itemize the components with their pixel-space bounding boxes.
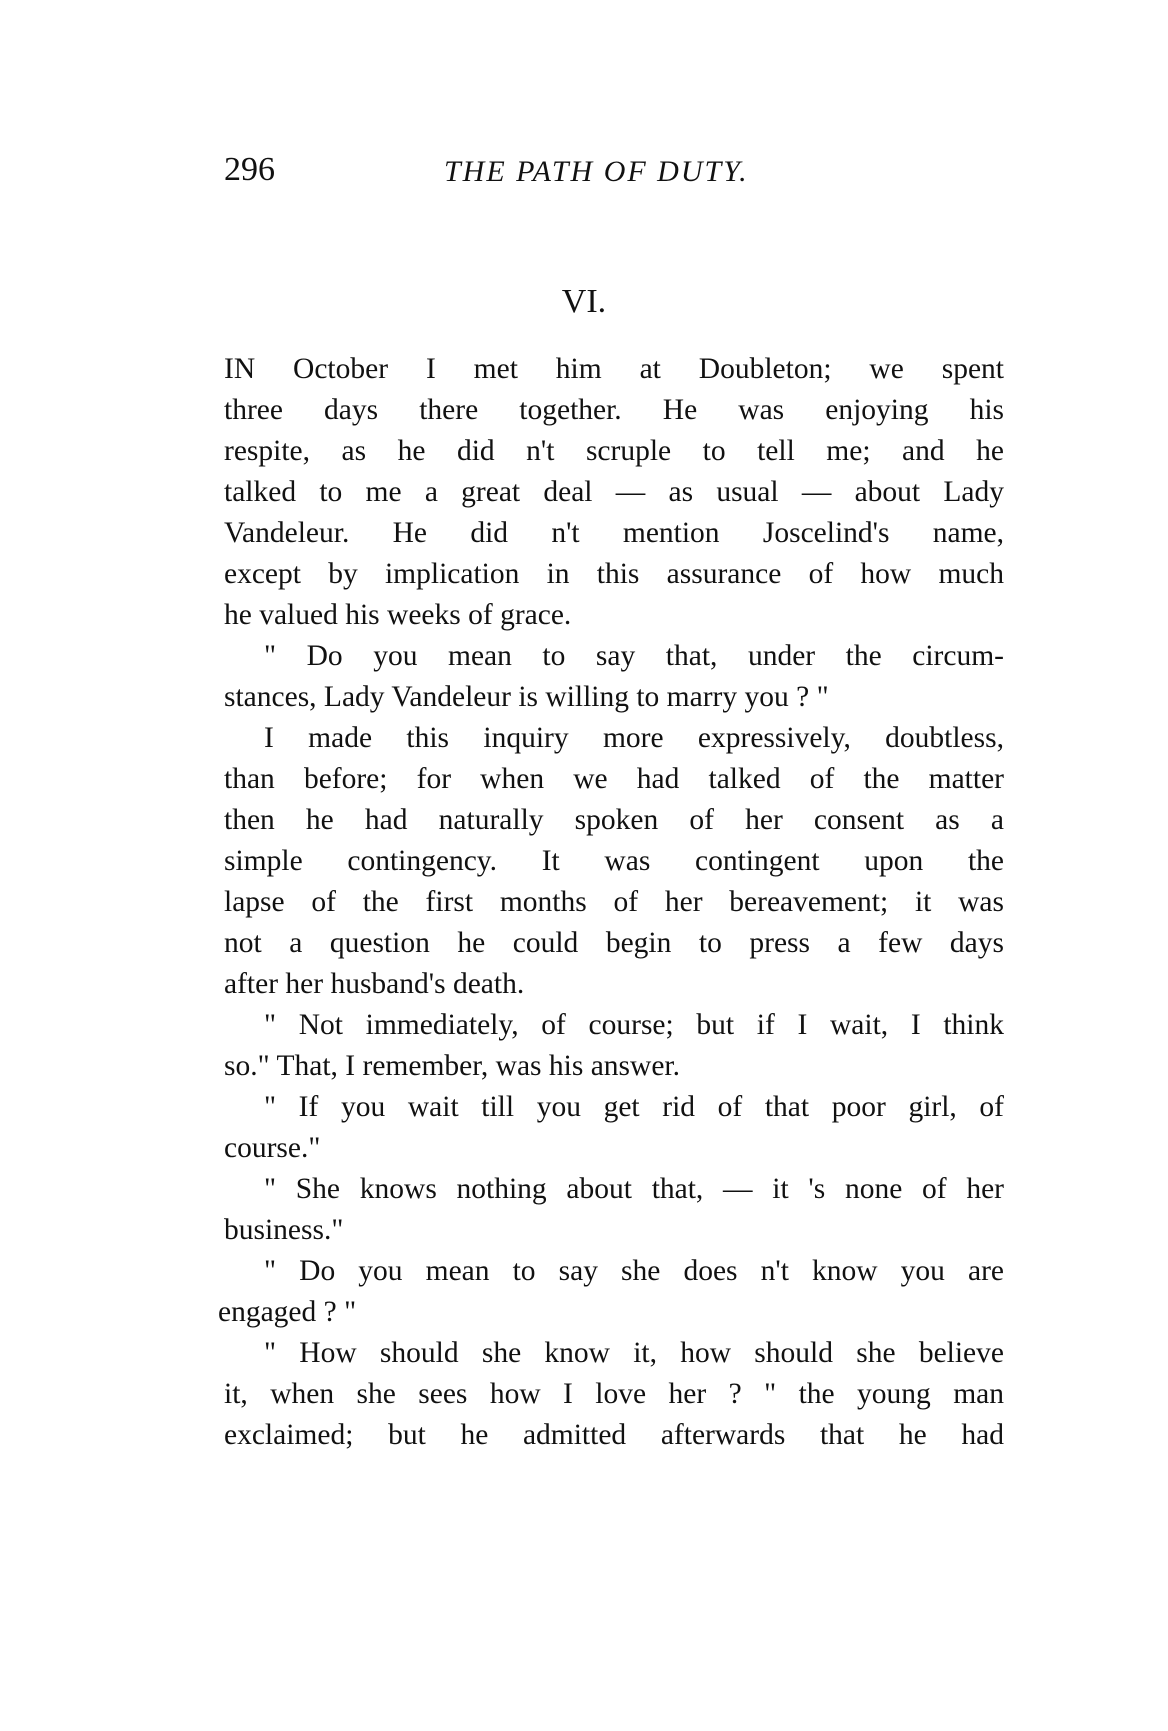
paragraph (224, 1087, 1004, 1169)
paragraph (224, 1169, 1004, 1251)
text-line: so." That, I remember, was his answer. (224, 1050, 680, 1082)
text-line: talked to me a great deal — as usual — about Lady (224, 476, 1004, 508)
paragraph (224, 1333, 1004, 1456)
text-line: then he had naturally spoken of her consent as a (224, 804, 1004, 836)
text-line: lapse of the first months of her bereavement; it was (224, 886, 1004, 918)
paragraph (224, 718, 1004, 1005)
text-line: three days there together. He was enjoying his (224, 394, 1004, 426)
paragraph (224, 349, 1004, 636)
paragraph (224, 636, 1004, 718)
text-line: " She knows nothing about that, — it 's none of her (264, 1173, 1004, 1205)
text-line: I made this inquiry more expressively, doubtless, (264, 722, 1004, 754)
running-title: THE PATH OF DUTY. (444, 155, 749, 188)
chapter-heading: VI. (561, 283, 607, 320)
text-line: stances, Lady Vandeleur is willing to marry you ? " (224, 681, 829, 713)
text-line: Vandeleur. He did n't mention Joscelind's name, (224, 517, 1004, 549)
text-line: respite, as he did n't scruple to tell me; and he (224, 435, 1004, 467)
text-line: simple contingency. It was contingent upon the (224, 845, 1004, 877)
text-line: he valued his weeks of grace. (224, 599, 572, 631)
body-text (218, 349, 1004, 1456)
page-number: 296 (224, 151, 275, 188)
text-line: " How should she know it, how should she believe (264, 1337, 1004, 1369)
text-line: course." (224, 1132, 321, 1164)
paragraph (218, 1251, 1004, 1333)
text-line: " Not immediately, of course; but if I wait, I think (264, 1009, 1004, 1041)
running-head (224, 150, 1004, 200)
text-line: " Do you mean to say that, under the circum- (264, 640, 1004, 672)
text-line: engaged ? " (218, 1296, 357, 1328)
text-line: except by implication in this assurance of how much (224, 558, 1004, 590)
text-line: not a question he could begin to press a few days (224, 927, 1004, 959)
text-line: exclaimed; but he admitted afterwards that he had (224, 1419, 1004, 1451)
text-line: business." (224, 1214, 344, 1246)
text-line: " If you wait till you get rid of that poor girl, of (264, 1091, 1004, 1123)
paragraph (224, 1005, 1004, 1087)
text-line: " Do you mean to say she does n't know you are (264, 1255, 1004, 1287)
text-line: after her husband's death. (224, 968, 525, 1000)
text-line: than before; for when we had talked of the matter (224, 763, 1004, 795)
text-line: IN October I met him at Doubleton; we spent (224, 353, 1004, 385)
text-line: it, when she sees how I love her ? " the young man (224, 1378, 1004, 1410)
